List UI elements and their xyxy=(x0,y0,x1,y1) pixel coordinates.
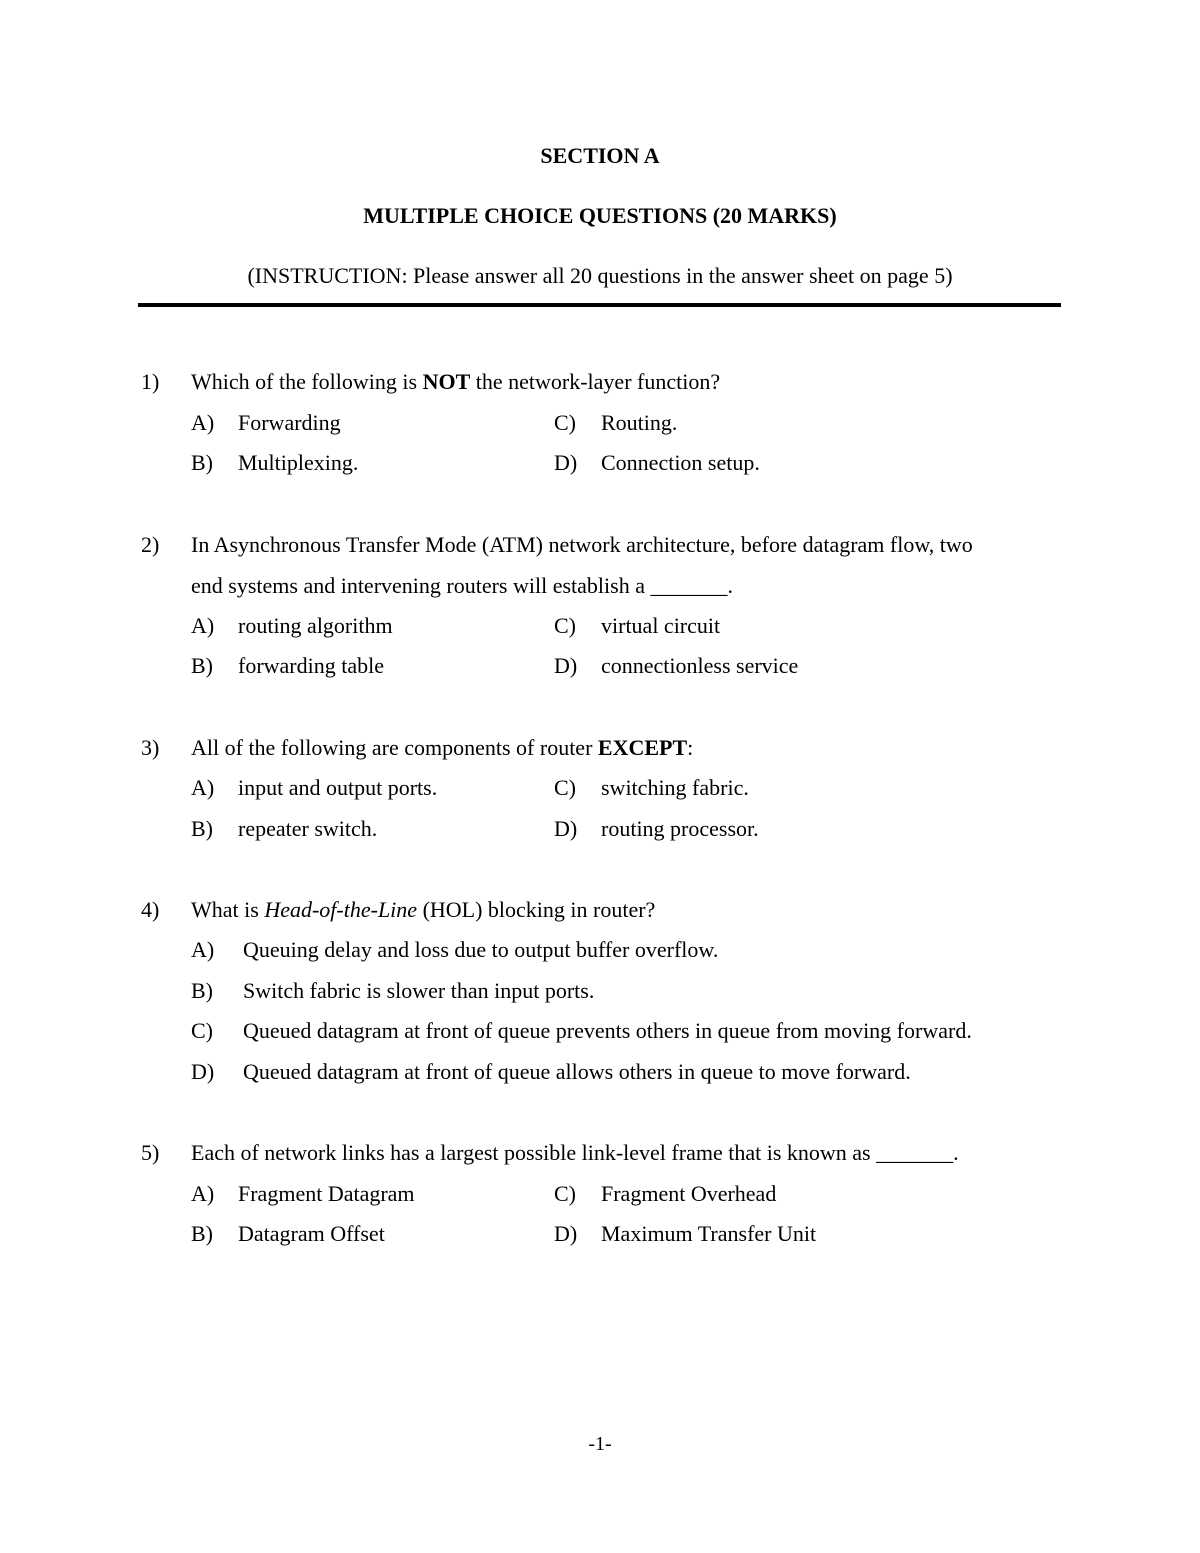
question-number: 3) xyxy=(141,735,160,760)
option-text: Datagram Offset xyxy=(238,1221,385,1246)
question-text-emphasis: EXCEPT xyxy=(597,735,688,760)
question-text-part: What is xyxy=(191,897,265,922)
question-number: 5) xyxy=(141,1140,160,1165)
option-text: Connection setup. xyxy=(601,450,760,475)
question-text: Each of network links has a largest possible link-level frame that is known as _______. xyxy=(191,1140,959,1165)
option-text: Maximum Transfer Unit xyxy=(601,1221,817,1246)
question-text-line-1: In Asynchronous Transfer Mode (ATM) network architecture, before datagram flow, two xyxy=(191,532,973,557)
question-number: 4) xyxy=(141,897,160,922)
question-text-line-2: end systems and intervening routers will establish a _______. xyxy=(191,573,733,598)
question-text xyxy=(191,897,655,923)
option-letter: A) xyxy=(191,775,215,800)
question-text xyxy=(191,735,693,761)
option-letter: A) xyxy=(191,410,215,435)
option-text: Fragment Overhead xyxy=(601,1181,777,1206)
option-letter: B) xyxy=(191,450,213,475)
option-letter: B) xyxy=(191,653,213,678)
question-text xyxy=(191,369,720,395)
option-text: routing algorithm xyxy=(238,613,393,638)
option-letter: C) xyxy=(554,1181,576,1206)
question-text-part: : xyxy=(687,735,694,760)
option-text: forwarding table xyxy=(238,653,384,678)
option-text: virtual circuit xyxy=(601,613,721,638)
option-text: repeater switch. xyxy=(238,816,378,841)
option-text: Routing. xyxy=(601,410,678,435)
option-letter: C) xyxy=(554,775,576,800)
question-number: 1) xyxy=(141,369,160,394)
option-text: Multiplexing. xyxy=(238,450,359,475)
instruction-text: (INSTRUCTION: Please answer all 20 questions in the answer sheet on page 5) xyxy=(247,263,953,288)
page-title: MULTIPLE CHOICE QUESTIONS (20 MARKS) xyxy=(363,203,837,228)
option-letter: A) xyxy=(191,1181,215,1206)
option-text: Forwarding xyxy=(238,410,341,435)
page-number: -1- xyxy=(588,1433,612,1455)
option-letter: D) xyxy=(191,1059,215,1084)
option-text: Queued datagram at front of queue prevents others in queue from moving forward. xyxy=(243,1018,972,1043)
option-text: Queued datagram at front of queue allows others in queue to move forward. xyxy=(243,1059,911,1084)
option-text: routing processor. xyxy=(601,816,759,841)
question-text-part: All of the following are components of router xyxy=(191,735,598,760)
option-letter: B) xyxy=(191,978,213,1003)
option-text: connectionless service xyxy=(601,653,799,678)
option-letter: D) xyxy=(554,816,578,841)
option-letter: D) xyxy=(554,1221,578,1246)
question-text-emphasis: NOT xyxy=(422,369,471,394)
option-letter: B) xyxy=(191,1221,213,1246)
question-text-part: the network-layer function? xyxy=(470,369,721,394)
option-letter: C) xyxy=(191,1018,213,1043)
option-letter: D) xyxy=(554,450,578,475)
option-text: Fragment Datagram xyxy=(238,1181,415,1206)
option-letter: A) xyxy=(191,613,215,638)
option-letter: D) xyxy=(554,653,578,678)
option-text: Queuing delay and loss due to output buffer overflow. xyxy=(243,937,719,962)
option-text: switching fabric. xyxy=(601,775,749,800)
option-text: input and output ports. xyxy=(238,775,438,800)
option-letter: C) xyxy=(554,410,576,435)
option-letter: C) xyxy=(554,613,576,638)
option-letter: B) xyxy=(191,816,213,841)
option-letter: A) xyxy=(191,937,215,962)
question-number: 2) xyxy=(141,532,160,557)
question-text-emphasis: Head-of-the-Line xyxy=(264,897,418,922)
question-text-part: (HOL) blocking in router? xyxy=(417,897,656,922)
header-divider xyxy=(138,303,1061,307)
section-title: SECTION A xyxy=(540,143,660,168)
option-text: Switch fabric is slower than input ports. xyxy=(243,978,595,1003)
question-text-part: Which of the following is xyxy=(191,369,423,394)
